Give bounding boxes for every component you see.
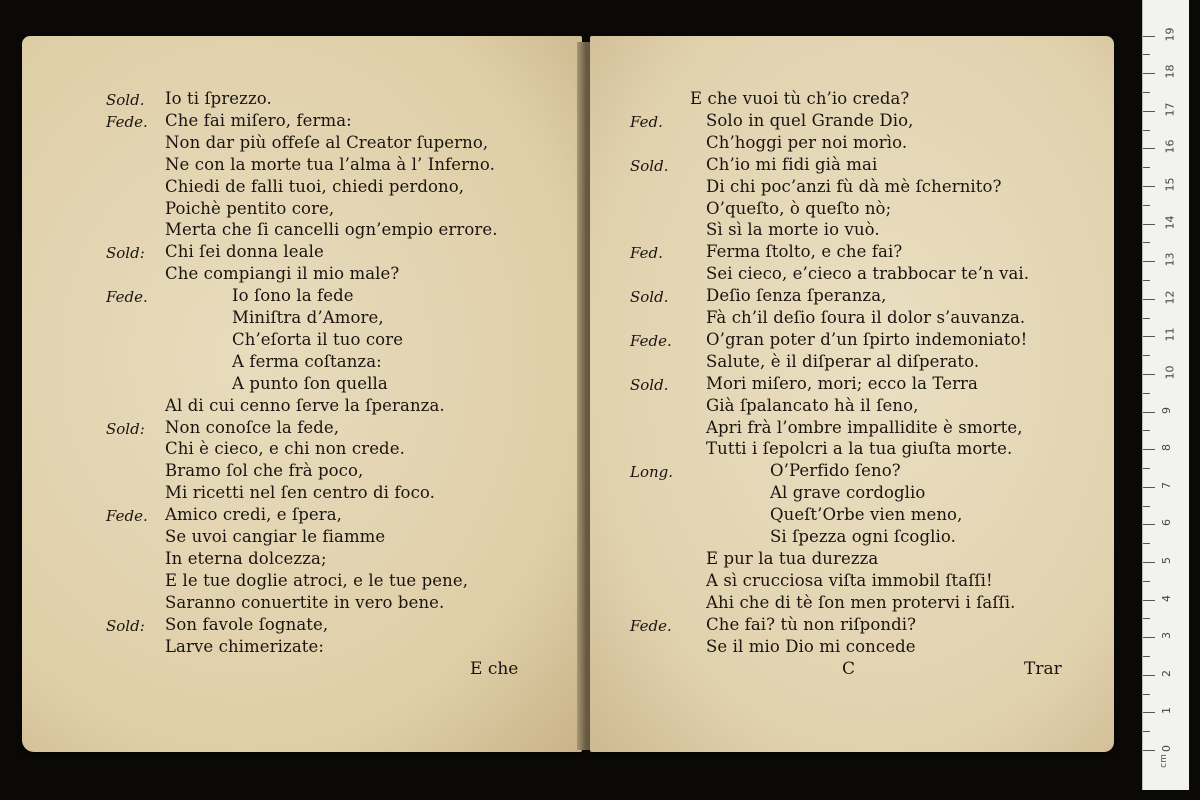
verse-line: Saranno conuertite in vero bene. xyxy=(165,592,445,612)
ruler-tick xyxy=(1143,656,1150,657)
verse-line: Si ſpezza ogni ſcoglio. xyxy=(770,527,956,546)
speaker-label: Sold. xyxy=(630,375,669,394)
verse-line: Che fai? tù non riſpondi? xyxy=(706,614,917,634)
verse-line: Mori miſero, mori; ecco la Terra xyxy=(706,373,978,393)
verse-line: Sì sì la morte io vuò. xyxy=(706,220,880,240)
verse-line: Non conoſce la fede, xyxy=(165,417,340,437)
verse-line: Amico credi, e ſpera, xyxy=(165,505,342,525)
ruler-tick xyxy=(1143,524,1155,525)
verse-line: In eterna dolcezza; xyxy=(165,548,327,568)
ruler-tick xyxy=(1143,487,1155,488)
verse-line: Sei cieco, e’cieco a trabbocar te’n vai. xyxy=(706,264,1030,284)
verse-line: Chiedi de falli tuoi, chiedi perdono, xyxy=(165,176,465,196)
ruler-number: 14 xyxy=(1163,215,1177,230)
verse-line: Io ti ſprezzo. xyxy=(165,89,272,108)
ruler-number: 3 xyxy=(1160,632,1173,640)
verse-line: Già ſpalancato hà il ſeno, xyxy=(706,395,919,415)
ruler-tick xyxy=(1143,36,1155,37)
verse-line: Ne con la morte tua l’alma à l’ Inferno. xyxy=(165,154,495,174)
ruler-tick xyxy=(1143,186,1155,187)
verse-line: Al di cui cenno ſerve la ſperanza. xyxy=(165,395,445,415)
speaker-label: Fede. xyxy=(630,616,672,635)
ruler-tick xyxy=(1143,430,1150,431)
right-catchword: Trar xyxy=(1024,659,1062,679)
ruler-tick xyxy=(1143,336,1155,337)
ruler-number: 16 xyxy=(1163,139,1177,154)
verse-line: Tutti i ſepolcri a la tua giuſta morte. xyxy=(706,439,1013,459)
ruler-tick xyxy=(1143,750,1155,751)
ruler-tick xyxy=(1143,412,1155,413)
ruler-number: 9 xyxy=(1160,406,1173,414)
left-page xyxy=(22,36,582,752)
ruler-tick xyxy=(1143,449,1155,450)
ruler-number: 19 xyxy=(1163,27,1177,42)
verse-line: Ahi che di tè ſon men protervi i ſaſſi. xyxy=(706,592,1016,612)
speaker-label: Sold. xyxy=(630,288,669,307)
ruler-tick xyxy=(1143,712,1155,713)
ruler-number: 12 xyxy=(1163,290,1177,305)
speaker-label: Fed. xyxy=(630,112,663,131)
ruler-tick xyxy=(1143,318,1150,319)
verse-line: Merta che ſi cancelli ogn’empio errore. xyxy=(165,220,498,240)
ruler-number: 8 xyxy=(1160,444,1173,452)
speaker-label: Fed. xyxy=(630,244,663,263)
ruler-tick xyxy=(1143,224,1155,225)
ruler-tick xyxy=(1143,54,1150,55)
verse-line: Che fai miſero, ferma: xyxy=(165,110,352,130)
ruler-tick xyxy=(1143,543,1150,544)
ruler-number: 11 xyxy=(1163,327,1177,342)
ruler-tick xyxy=(1143,261,1155,262)
verse-line: Io ſono la fede xyxy=(232,286,354,306)
ruler-tick xyxy=(1143,374,1155,375)
ruler-tick xyxy=(1143,618,1150,619)
ruler-tick xyxy=(1143,148,1155,149)
ruler-tick xyxy=(1143,600,1155,601)
ruler-tick xyxy=(1143,581,1150,582)
ruler-tick xyxy=(1143,393,1150,394)
speaker-label: Sold: xyxy=(106,244,145,263)
verse-line: Miniſtra d’Amore, xyxy=(232,308,384,327)
ruler-tick xyxy=(1143,73,1155,74)
left-catchword: E che xyxy=(470,659,519,679)
verse-line: Non dar più offeſe al Creator ſuperno, xyxy=(165,132,489,152)
ruler-number: 5 xyxy=(1160,557,1173,564)
verse-line: A ferma coſtanza: xyxy=(232,351,382,371)
verse-line: Che compiangi il mio male? xyxy=(165,264,400,284)
ruler-tick xyxy=(1143,92,1150,93)
verse-line: E che vuoi tù ch’io creda? xyxy=(690,89,910,108)
ruler-tick xyxy=(1143,562,1155,563)
verse-line: O’gran poter d’un ſpirto indemoniato! xyxy=(706,329,1028,349)
ruler-tick xyxy=(1143,694,1150,695)
verse-line: Salute, è il diſperar al diſperato. xyxy=(706,351,980,371)
verse-line: Bramo ſol che frà poco, xyxy=(165,461,364,481)
verse-line: O’queſto, ò queſto nò; xyxy=(706,198,892,218)
verse-line: Se uvoi cangiar le fiamme xyxy=(165,527,386,546)
speaker-label: Fede. xyxy=(106,288,148,307)
ruler-tick xyxy=(1143,731,1150,732)
speaker-label: Sold: xyxy=(106,419,145,438)
speaker-label: Sold: xyxy=(106,616,145,635)
ruler-number: 13 xyxy=(1163,252,1177,267)
verse-line: Al grave cordoglio xyxy=(770,483,926,503)
verse-line: Di chi poc’anzi fù dà mè ſchernito? xyxy=(706,176,1002,196)
ruler-tick xyxy=(1143,355,1150,356)
ruler-number: 2 xyxy=(1160,669,1173,677)
verse-line: Queſt’Orbe vien meno, xyxy=(770,505,963,525)
ruler-tick xyxy=(1143,637,1155,638)
ruler-number: 15 xyxy=(1163,177,1177,192)
ruler-number: 7 xyxy=(1160,481,1173,489)
verse-line: Poichè pentito core, xyxy=(165,198,335,218)
ruler-number: 6 xyxy=(1160,519,1173,527)
verse-line: Ch’hoggi per noi morìo. xyxy=(706,132,908,152)
speaker-label: Fede. xyxy=(106,112,148,131)
speaker-label: Fede. xyxy=(630,331,672,350)
verse-line: Ch’eſorta il tuo core xyxy=(232,329,404,349)
speaker-label: Sold. xyxy=(630,156,669,175)
verse-line: Larve chimerizate: xyxy=(165,636,325,656)
verse-line: Solo in quel Grande Dio, xyxy=(706,110,914,130)
verse-line: Ferma ſtolto, e che fai? xyxy=(706,242,903,262)
verse-line: A punto ſon quella xyxy=(232,373,388,393)
ruler-tick xyxy=(1143,506,1150,507)
ruler-tick xyxy=(1143,130,1150,131)
measuring-ruler xyxy=(1142,0,1189,790)
ruler-tick xyxy=(1143,167,1150,168)
ruler-number: 1 xyxy=(1160,707,1173,715)
verse-line: Son favole ſognate, xyxy=(165,614,329,634)
verse-line: Chi ſei donna leale xyxy=(165,242,324,262)
verse-line: Chi è cieco, e chi non crede. xyxy=(165,439,405,459)
verse-line: E pur la tua durezza xyxy=(706,548,879,568)
ruler-tick xyxy=(1143,280,1150,281)
speaker-label: Fede. xyxy=(106,507,148,526)
verse-line: Ch’io mi fidi già mai xyxy=(706,154,878,174)
ruler-number: 17 xyxy=(1163,102,1177,117)
verse-line: Deſio ſenza ſperanza, xyxy=(706,286,887,306)
right-page xyxy=(590,36,1114,752)
verse-line: E le tue doglie atroci, e le tue pene, xyxy=(165,570,469,590)
ruler-number: 10 xyxy=(1163,365,1177,380)
ruler-tick xyxy=(1143,675,1155,676)
ruler-unit: cm xyxy=(1158,754,1169,768)
ruler-tick xyxy=(1143,242,1150,243)
ruler-number: 4 xyxy=(1160,594,1173,602)
verse-line: Apri frà l’ombre impallidite è smorte, xyxy=(706,417,1023,437)
ruler-tick xyxy=(1143,299,1155,300)
speaker-label: Sold. xyxy=(106,91,145,109)
verse-line: A sì crucciosa viſta immobil ſtaſſi! xyxy=(706,570,993,590)
verse-line: Fà ch’il deſio ſoura il dolor s’auvanza. xyxy=(706,308,1026,327)
ruler-number: 0 xyxy=(1160,745,1173,752)
verse-line: Se il mio Dio mi concede xyxy=(706,636,916,656)
ruler-tick xyxy=(1143,205,1150,206)
signature-mark: C xyxy=(842,659,856,679)
verse-line: O’Perfido ſeno? xyxy=(770,461,901,481)
ruler-tick xyxy=(1143,111,1155,112)
book-spread xyxy=(22,36,1114,756)
ruler-tick xyxy=(1143,468,1150,469)
ruler-number: 18 xyxy=(1163,64,1177,79)
verse-line: Mi ricetti nel ſen centro di foco. xyxy=(165,483,436,503)
speaker-label: Long. xyxy=(630,463,674,482)
